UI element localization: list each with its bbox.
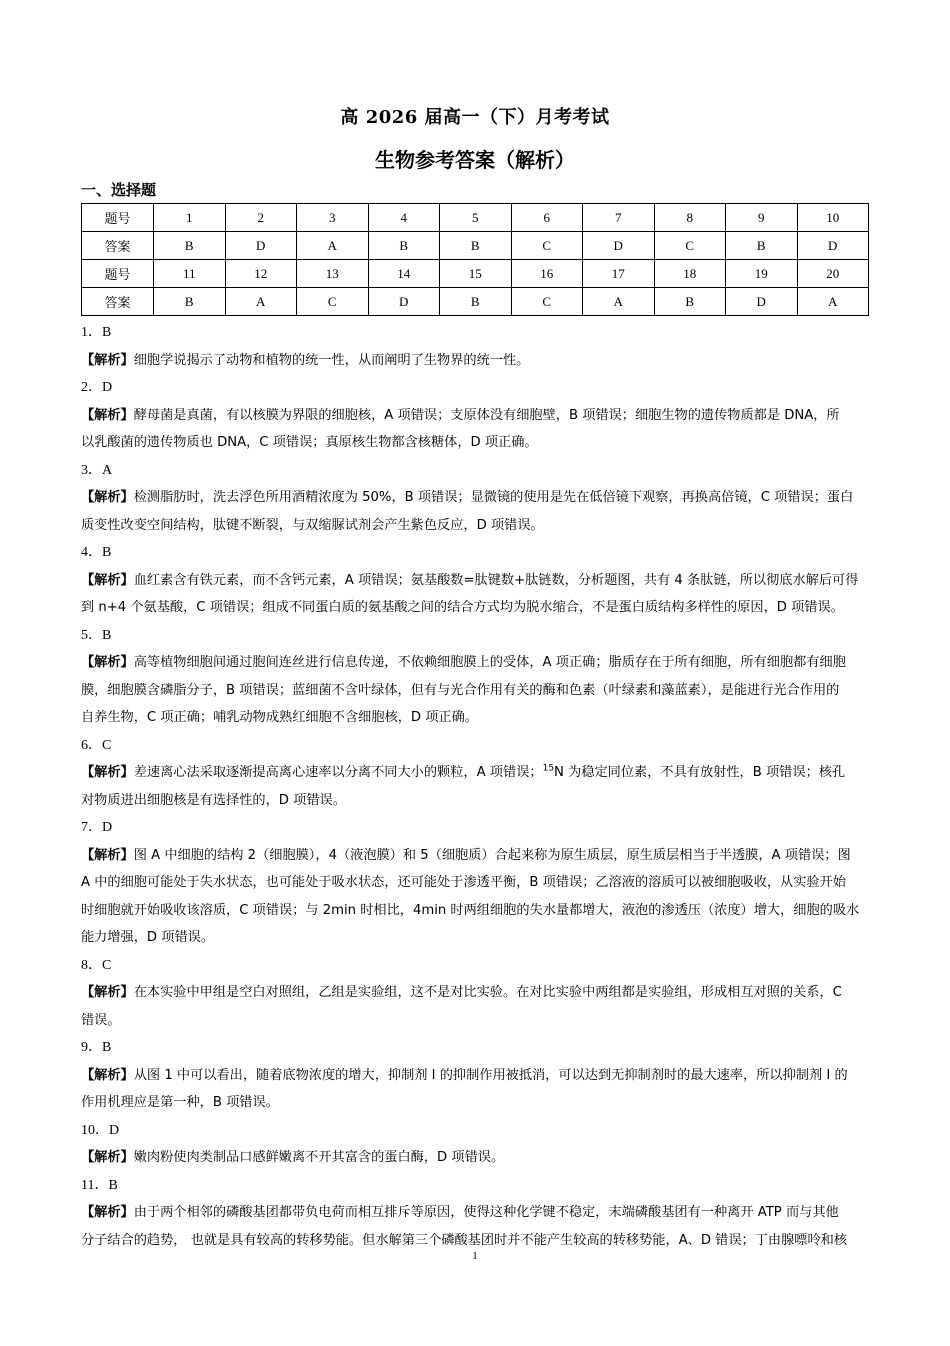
explanation-tag: 【解析】 <box>81 352 134 368</box>
row-label: 题号 <box>82 204 154 232</box>
answer-cell: A <box>583 288 655 316</box>
explanation-line <box>81 1144 871 1172</box>
explanation-line: A 中的细胞可能处于失水状态，也可能处于吸水状态，还可能处于渗透平衡，B 项错误；乙溶液的溶质可以被细胞吸收，从实验开始 <box>81 875 846 890</box>
explanation-line: 以乳酸菌的遗传物质也 DNA，C 项错误；真原核生物都含核糖体，D 项正确。 <box>81 435 538 450</box>
question-number-cell: 15 <box>440 260 512 288</box>
explanation-text: 图 A 中细胞的结构 2（细胞膜），4（液泡膜）和 5（细胞质）合起来称为原生质层，原生质层相当于半透膜，A 项错误；图 <box>133 847 851 863</box>
question-number-cell: 3 <box>297 204 369 232</box>
explanation-line: 自养生物，C 项正确；哺乳动物成熟红细胞不含细胞核，D 项正确。 <box>81 710 478 725</box>
explanation-line <box>81 402 871 430</box>
explanation-line <box>81 1062 871 1090</box>
question-number-cell: 4 <box>368 204 440 232</box>
explanation-line <box>81 347 871 375</box>
explanations <box>81 319 871 1254</box>
explanation-tag: 【解析】 <box>81 655 134 670</box>
explanation-text: 差速离心法采取逐渐提高离心速率以分离不同大小的颗粒，A 项错误； <box>133 765 543 780</box>
explanation-line <box>81 649 871 677</box>
explanation-text: 嫩肉粉使肉类制品口感鲜嫩离不开其富含的蛋白酶，D 项错误。 <box>133 1150 505 1165</box>
question-heading: 3．A <box>81 462 113 478</box>
question-number-cell: 17 <box>583 260 655 288</box>
row-label: 题号 <box>82 260 154 288</box>
question-number-cell: 19 <box>726 260 798 288</box>
explanation-text: 在本实验中甲组是空白对照组，乙组是实验组，这不是对比实验。在对比实验中两组都是实验组，形成相互对照的关系，C <box>133 985 842 1000</box>
row-label: 答案 <box>82 288 154 316</box>
table-row <box>82 288 869 316</box>
explanation-line: 时细胞就开始吸收该溶质，C 项错误；与 2min 时相比，4min 时两组细胞的失水量都增大，液泡的渗透压（浓度）增大，细胞的吸水 <box>81 902 860 918</box>
answer-cell: B <box>654 288 726 316</box>
answer-cell: B <box>726 232 798 260</box>
answer-cell: C <box>511 288 583 316</box>
answer-cell: B <box>368 232 440 260</box>
question-heading: 1．B <box>81 325 112 340</box>
question-heading: 8．C <box>81 957 112 973</box>
explanation-text: N 为稳定同位素，不具有放射性，B 项错误；核孔 <box>554 765 846 780</box>
question-number-cell: 11 <box>154 260 226 288</box>
answer-cell: A <box>225 288 297 316</box>
question-heading: 2．D <box>81 380 113 395</box>
question-number-cell: 9 <box>726 204 798 232</box>
explanation-line: 到 n+4 个氨基酸，C 项错误；组成不同蛋白质的氨基酸之间的结合方式均为脱水缩合，不是蛋白质结构多样性的原因，D 项错误。 <box>81 600 844 615</box>
explanation-line: 错误。 <box>81 1012 121 1028</box>
question-heading: 11．B <box>81 1177 118 1193</box>
explanation-line: 分子结合的趋势， 也就是具有较高的转移势能。但水解第三个磷酸基团时并不能产生较高的转移势能，A、D 错误；丁由腺嘌呤和核 <box>81 1232 848 1248</box>
table-row <box>82 260 869 288</box>
answer-cell: D <box>368 288 440 316</box>
question-heading: 4．B <box>81 545 112 560</box>
explanation-line: 对物质进出细胞核是有选择性的，D 项错误。 <box>81 792 346 808</box>
answer-cell: D <box>797 232 869 260</box>
question-number-cell: 16 <box>511 260 583 288</box>
explanation-text: 从图 1 中可以看出，随着底物浓度的增大，抑制剂 I 的抑制作用被抵消，可以达到无抑制剂时的最大速率，所以抑制剂 I 的 <box>133 1067 848 1083</box>
explanation-tag: 【解析】 <box>81 765 134 780</box>
question-heading: 5．B <box>81 627 112 643</box>
explanation-text: 酵母菌是真菌，有以核膜为界限的细胞核，A 项错误；支原体没有细胞壁，B 项错误；细胞生物的遗传物质都是 DNA，所 <box>133 407 840 423</box>
question-number-cell: 7 <box>583 204 655 232</box>
question-number-cell: 2 <box>225 204 297 232</box>
answer-cell: D <box>225 232 297 260</box>
answer-cell: C <box>297 288 369 316</box>
answer-cell: A <box>297 232 369 260</box>
explanation-text: 细胞学说揭示了动物和植物的统一性，从而阐明了生物界的统一性。 <box>133 352 530 368</box>
explanation-tag: 【解析】 <box>81 1150 134 1165</box>
explanation-line: 能力增强，D 项错误。 <box>81 930 215 945</box>
answer-cell: A <box>797 288 869 316</box>
page-title: 高 2026 届高一（下）月考考试 <box>340 107 610 128</box>
table-row <box>82 232 869 260</box>
answer-table <box>81 203 869 316</box>
question-number-cell: 6 <box>511 204 583 232</box>
explanation-line: 膜，细胞膜含磷脂分子，B 项错误；蓝细菌不含叶绿体，但有与光合作用有关的酶和色素（叶绿素和藻蓝素），是能进行光合作用的 <box>81 682 840 698</box>
explanation-text: 高等植物细胞间通过胞间连丝进行信息传递，不依赖细胞膜上的受体，A 项正确；脂质存在于所有细胞，所有细胞都有细胞 <box>133 655 846 670</box>
answer-cell: B <box>440 232 512 260</box>
question-heading: 10．D <box>81 1122 120 1138</box>
answer-cell: C <box>654 232 726 260</box>
answer-cell: D <box>583 232 655 260</box>
explanation-line <box>81 979 871 1007</box>
question-number-cell: 5 <box>440 204 512 232</box>
explanation-line: 作用机理应是第一种，B 项错误。 <box>81 1095 279 1110</box>
explanation-line: 质变性改变空间结构，肽键不断裂，与双缩脲试剂会产生紫色反应，D 项错误。 <box>81 517 544 533</box>
explanation-line <box>81 759 871 787</box>
question-number-cell: 14 <box>368 260 440 288</box>
page-number: 1 <box>472 1250 478 1262</box>
explanation-line <box>81 1199 871 1227</box>
explanation-tag: 【解析】 <box>81 1067 134 1083</box>
question-number-cell: 13 <box>297 260 369 288</box>
answer-cell: C <box>511 232 583 260</box>
page-subtitle: 生物参考答案（解析） <box>375 148 575 172</box>
question-number-cell: 18 <box>654 260 726 288</box>
section-heading: 一、选择题 <box>81 181 157 199</box>
question-number-cell: 8 <box>654 204 726 232</box>
explanation-text: 由于两个相邻的磷酸基团都带负电荷而相互排斥等原因，使得这种化学键不稳定，末端磷酸基团有一种离开 ATP 而与其他 <box>133 1205 839 1220</box>
isotope-superscript: 15 <box>542 763 555 774</box>
answer-cell: B <box>440 288 512 316</box>
explanation-line <box>81 567 871 595</box>
question-number-cell: 10 <box>797 204 869 232</box>
explanation-tag: 【解析】 <box>81 847 134 863</box>
table-row <box>82 204 869 232</box>
explanation-tag: 【解析】 <box>81 490 134 505</box>
question-heading: 6．C <box>81 737 112 753</box>
explanation-tag: 【解析】 <box>81 1205 134 1220</box>
explanation-tag: 【解析】 <box>81 572 134 588</box>
question-number-cell: 20 <box>797 260 869 288</box>
explanation-text: 血红素含有铁元素，而不含钙元素，A 项错误；氨基酸数=肽键数+肽链数，分析题图，共有 4 条肽链，所以彻底水解后可得 <box>133 572 859 588</box>
explanation-line <box>81 484 871 512</box>
answer-cell: B <box>154 232 226 260</box>
explanation-tag: 【解析】 <box>81 407 134 423</box>
explanation-text: 检测脂肪时，洗去浮色所用酒精浓度为 50%，B 项错误；显微镜的使用是先在低倍镜下观察，再换高倍镜，C 项错误；蛋白 <box>133 490 854 505</box>
row-label: 答案 <box>82 232 154 260</box>
explanation-line <box>81 842 871 870</box>
answer-cell: B <box>154 288 226 316</box>
explanation-tag: 【解析】 <box>81 985 134 1000</box>
answer-cell: D <box>726 288 798 316</box>
question-heading: 7．D <box>81 820 113 835</box>
question-heading: 9．B <box>81 1040 112 1055</box>
question-number-cell: 12 <box>225 260 297 288</box>
question-number-cell: 1 <box>154 204 226 232</box>
